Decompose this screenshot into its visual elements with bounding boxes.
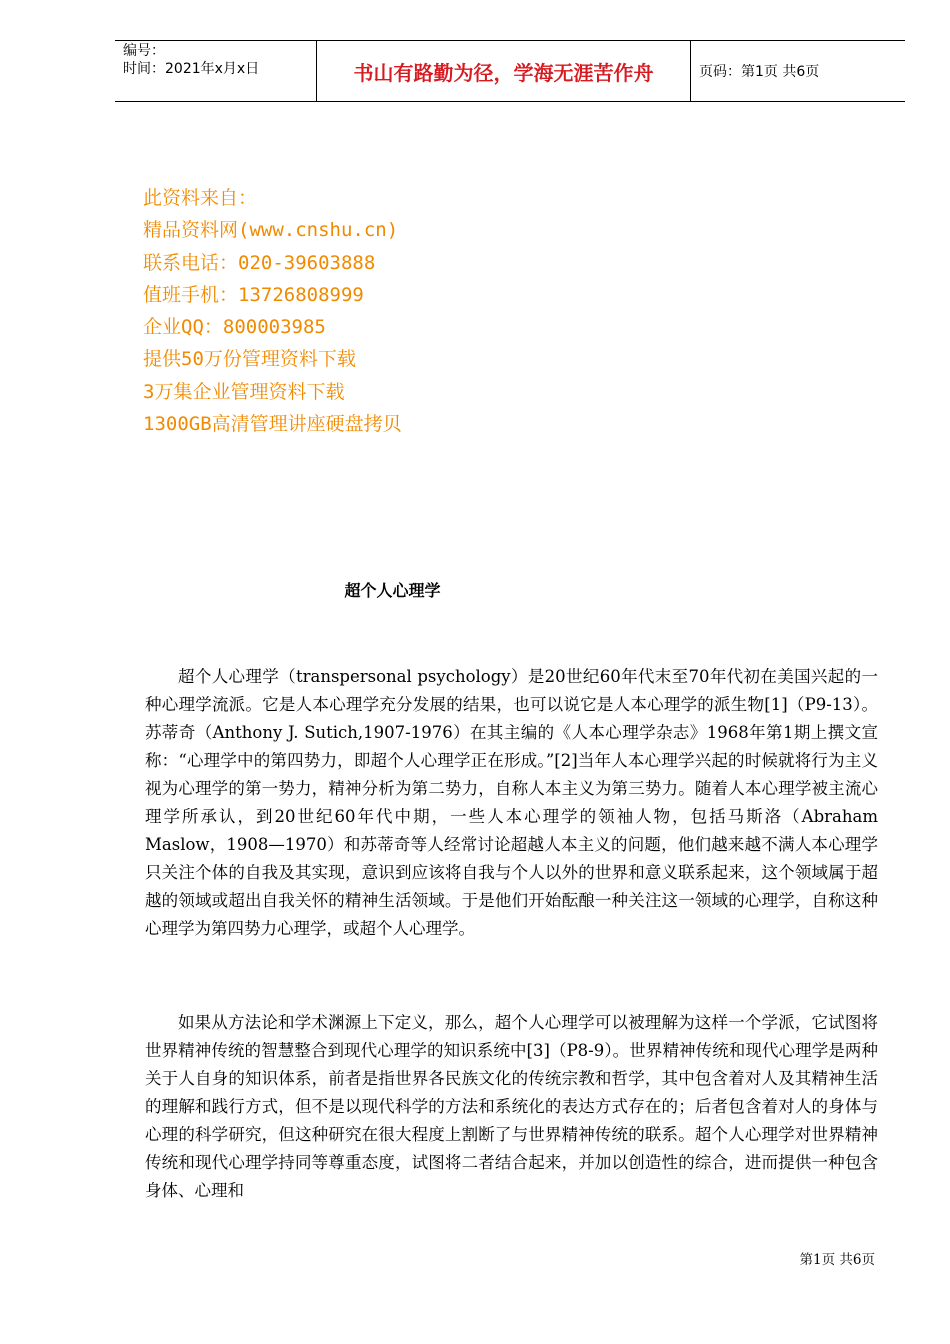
promo-line: 联系电话：020-39603888 [143,251,376,274]
header-page-info: 页码：第1页 共6页 [699,64,820,80]
page-header [115,40,905,102]
promo-line: 3万集企业管理资料下载 [143,380,345,403]
promo-line: 此资料来自： [143,187,258,209]
promo-block [143,182,402,440]
body-paragraph: 超个人心理学（transpersonal psychology）是20世纪60年代末至70年代初在美国兴起的一种心理学流派。它是人本心理学充分发展的结果，也可以说它是人本心理学的派生物[1]（P9-13）。苏蒂奇（Anthony J. Sutich,1907-1976）在其主编的《人本心理学杂志》1968年第1期上撰文宣称：“心理学中的第四势力，即超个人心理学正在形成。”[2]当年人本心理学兴起的时候就将行为主义视为心理学的第一势力，精神分析为第二势力，自称人本主义为第三势力。随着人本心理学被主流心理学所承认，到20世纪60年代中期，一些人本心理学的领袖人物，包括马斯洛（Abraham Maslow，1908—1970）和苏蒂奇等人经常讨论超越人本主义的问题，他们越来越不满人本心理学只关注个体的自我及其实现，意识到应该将自我与个人以外的世界和意义联系起来，这个领域属于超越的领域或超出自我关怀的精神生活领域。于是他们开始酝酿一种关注这一领域的心理学，自称这种心理学为第四势力心理学，或超个人心理学。 [145,667,878,938]
promo-line: 精品资料网(www.cnshu.cn) [143,219,399,242]
time-label: 时间：2021年x月x日 [123,61,260,77]
document-title: 超个人心理学 [344,581,441,600]
body-paragraph: 如果从方法论和学术渊源上下定义，那么，超个人心理学可以被理解为这样一个学派，它试图将世界精神传统的智慧整合到现代心理学的知识系统中[3]（P8-9）。世界精神传统和现代心理学是两种关于人自身的知识体系，前者是指世界各民族文化的传统宗教和哲学，其中包含着对人及其精神生活的理解和践行方式，但不是以现代科学的方法和系统化的表达方式存在的；后者包含着对人的身体与心理的科学研究，但这种研究在很大程度上割断了与世界精神传统的联系。超个人心理学对世界精神传统和现代心理学持同等尊重态度，试图将二者结合起来，并加以创造性的综合，进而提供一种包含身体、心理和 [145,1013,878,1200]
promo-line: 提供50万份管理资料下载 [143,348,356,371]
footer-page-number: 第1页 共6页 [799,1252,875,1268]
header-motto: 书山有路勤为径，学海无涯苦作舟 [317,41,691,101]
promo-line: 1300GB高清管理讲座硬盘拷贝 [143,413,402,436]
promo-line: 企业QQ：800003985 [143,316,326,339]
header-meta [115,41,317,101]
number-label: 编号： [123,43,165,59]
promo-line: 值班手机：13726808999 [143,283,364,306]
